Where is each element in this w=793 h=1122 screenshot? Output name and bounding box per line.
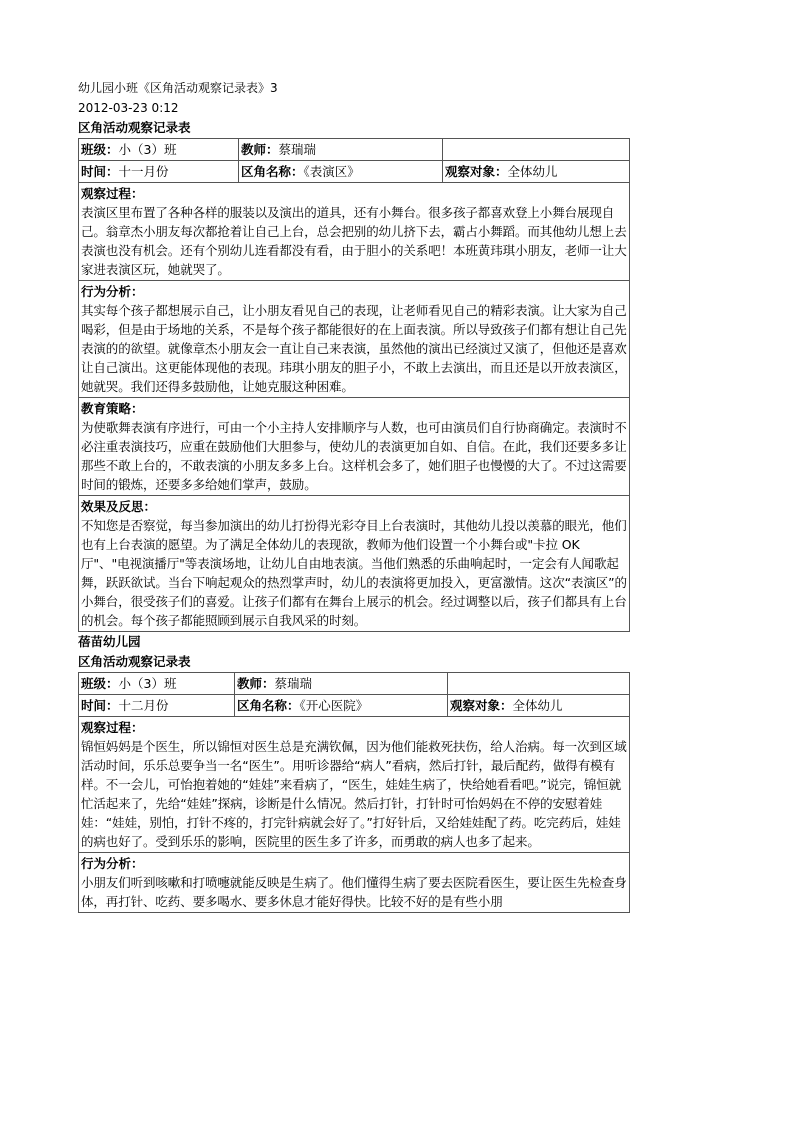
record2-teacher-cell (235, 673, 448, 695)
record2-row-time (79, 695, 630, 717)
section-title: 观察过程： (81, 186, 144, 201)
record1-empty-cell (443, 139, 630, 161)
time-label: 时间： (81, 164, 119, 179)
section-title: 效果及反思： (81, 499, 157, 514)
section-text: 表演区里布置了各种各样的服装以及演出的道具，还有小舞台。很多孩子都喜欢登上小舞台展现自己。翁章杰小朋友每次都抢着让自己上台，总会把别的幼儿挤下去，霸占小舞蹈。而其他幼儿想上去表演也没有机会。还有个别幼儿连看都没有看，由于胆小的关系吧！本班黄玮琪小朋友，老师一让大家进表演区玩，她就哭了。 (81, 205, 627, 277)
target-label: 观察对象： (450, 698, 513, 713)
document-page (78, 78, 630, 913)
record2-row-class (79, 673, 630, 695)
record1-section-analysis (79, 281, 630, 398)
record1-section-observation (79, 183, 630, 281)
class-value: 小（3）班 (118, 142, 177, 157)
record2-section-analysis (79, 853, 630, 913)
record1-teacher-cell (239, 139, 443, 161)
kindergarten-name: 蓓苗幼儿园 (78, 634, 141, 649)
record2-class-cell (79, 673, 235, 695)
section-text: 锦恒妈妈是个医生，所以锦恒对医生总是充满钦佩，因为他们能救死扶伤，给人治病。每一次到区域活动时间，乐乐总要争当一名“医生”。用听诊器给“病人”看病，然后打针，最后配药，做得有模有样。不一会儿，可怡抱着她的“娃娃”来看病了，“医生，娃娃生病了，快给她看看吧。”说完，锦恒就忙活起来了，先给“娃娃”探病，诊断是什么情况。然后打针，打针时可怡妈妈在不停的安慰着娃娃：“娃娃，别怕，打针不疼的，打完针病就会好了。”打好针后，又给娃娃配了药。吃完药后，娃娃的病也好了。受到乐乐的影响，医院里的医生多了许多，而勇敢的病人也多了起来。 (81, 739, 627, 849)
document-title: 幼儿园小班《区角活动观察记录表》3 (78, 81, 278, 95)
section-title: 行为分析： (81, 856, 144, 871)
class-label: 班级： (81, 676, 119, 691)
record1-class-cell (79, 139, 239, 161)
record1-section-reflection (79, 496, 630, 632)
area-label: 区角名称： (237, 698, 300, 713)
area-label: 区角名称： (241, 164, 304, 179)
record1-table (78, 138, 630, 632)
record1-row-class (79, 139, 630, 161)
target-value: 全体幼儿 (507, 164, 558, 179)
teacher-value: 蔡瑞瑞 (274, 676, 313, 691)
record2-table (78, 672, 630, 913)
record1-target-cell (443, 161, 630, 183)
area-value: 《开心医院》 (299, 698, 369, 713)
section-title: 教育策略： (81, 401, 144, 416)
class-label: 班级： (81, 142, 119, 157)
time-value: 十一月份 (118, 164, 169, 179)
teacher-label: 教师： (241, 142, 279, 157)
record1-row-time (79, 161, 630, 183)
record2-section-observation (79, 717, 630, 853)
section-title: 观察过程： (81, 720, 144, 735)
teacher-value: 蔡瑞瑞 (278, 142, 317, 157)
record2-empty-cell (448, 673, 630, 695)
record2-heading: 区角活动观察记录表 (78, 654, 191, 669)
section-text: 小朋友们听到咳嗽和打喷嚏就能反映是生病了。他们懂得生病了要去医院看医生，要让医生先检查身体，再打针、吃药、要多喝水、要多休息才能好得快。比较不好的是有些小朋 (81, 875, 627, 909)
record2-time-cell (79, 695, 235, 717)
record2-area-cell (235, 695, 448, 717)
target-label: 观察对象： (445, 164, 508, 179)
area-value: 《表演区》 (303, 164, 360, 179)
record1-heading: 区角活动观察记录表 (78, 120, 191, 135)
time-label: 时间： (81, 698, 119, 713)
time-value: 十二月份 (118, 698, 169, 713)
record1-area-cell (239, 161, 443, 183)
document-datetime: 2012-03-23 0:12 (78, 101, 179, 115)
record1-time-cell (79, 161, 239, 183)
section-title: 行为分析： (81, 284, 144, 299)
record2-target-cell (448, 695, 630, 717)
record1-section-strategy (79, 398, 630, 496)
section-text: 其实每个孩子都想展示自己，让小朋友看见自己的表现，让老师看见自己的精彩表演。让大家为自己喝彩，但是由于场地的关系，不是每个孩子都能很好的在上面表演。所以导致孩子们都有想让自己先表演的的欲望。就像章杰小朋友会一直让自己来表演，虽然他的演出已经演过又演了，但他还是喜欢让自己演出。这更能体现他的表现。玮琪小朋友的胆子小，不敢上去演出，而且还是以开放表演区，她就哭。我们还得多鼓励他，让她克服这种困难。 (81, 303, 627, 394)
section-text: 不知您是否察觉，每当参加演出的幼儿打扮得光彩夺目上台表演时，其他幼儿投以羡慕的眼光，他们也有上台表演的愿望。为了满足全体幼儿的表现欲，教师为他们设置一个小舞台或"卡拉 OK厅"、"电视演播厅"等表演场地，让幼儿自由地表演。当他们熟悉的乐曲响起时，一定会有人闻歌起舞，跃跃欲试。当台下响起观众的热烈掌声时，幼儿的表演将更加投入，更富激情。这次“表演区”的小舞台，很受孩子们的喜爱。让孩子们都有在舞台上展示的机会。经过调整以后，孩子们都具有上台的机会。每个孩子都能照顾到展示自我风采的时刻。 (81, 518, 627, 628)
section-text: 为使歌舞表演有序进行，可由一个小主持人安排顺序与人数，也可由演员们自行协商确定。表演时不必注重表演技巧，应重在鼓励他们大胆参与，使幼儿的表演更加自如、自信。在此，我们还要多多让那些不敢上台的，不敢表演的小朋友多多上台。这样机会多了，她们胆子也慢慢的大了。不过这需要时间的锻炼，还要多多给她们掌声，鼓励。 (81, 420, 627, 492)
class-value: 小（3）班 (118, 676, 177, 691)
target-value: 全体幼儿 (512, 698, 563, 713)
teacher-label: 教师： (237, 676, 275, 691)
